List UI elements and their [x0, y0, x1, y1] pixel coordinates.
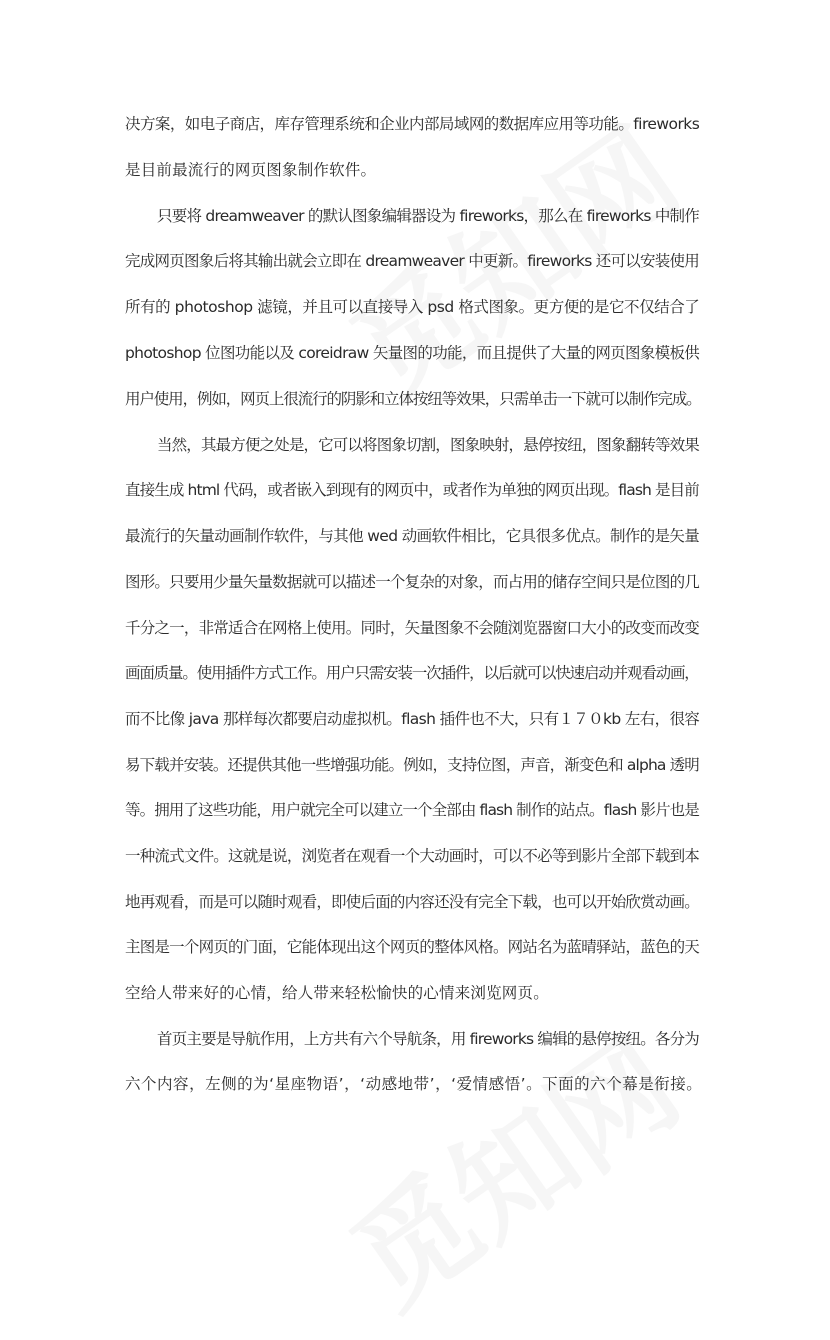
text-line: 当然，其最方便之处是，它可以将图象切割，图象映射，悬停按纽，图象翻转等效果: [157, 436, 699, 454]
text-line: 用户使用，例如，网页上很流行的阴影和立体按纽等效果，只需单击一下就可以制作完成。: [125, 390, 701, 408]
text-line: 一种流式文件。这就是说，浏览者在观看一个大动画时，可以不必等到影片全部下载到本: [125, 847, 700, 865]
text-line: 画面质量。使用插件方式工作。用户只需安装一次插件，以后就可以快速启动并观看动画，: [125, 664, 699, 682]
text-line: 六个内容，左侧的为‘星座物语’，‘动感地带’，‘爱情感悟’。下面的六个幕是衔接。: [125, 1075, 703, 1093]
text-line: 易下载并安装。还提供其他一些增强功能。例如，支持位图，声音，渐变色和 alpha 透明: [125, 756, 699, 774]
text-line: photoshop 位图功能以及 coreidraw 矢量图的功能，而且提供了大量的网页图象模板供: [125, 344, 700, 362]
text-line: 是目前最流行的网页图象制作软件。: [125, 161, 377, 179]
text-line: 首页主要是导航作用，上方共有六个导航条，用 fireworks 编辑的悬停按纽。各分为: [157, 1030, 699, 1048]
text-line: 千分之一，非常适合在网格上使用。同时，矢量图象不会随浏览器窗口大小的改变而改变: [125, 619, 700, 637]
text-line: 等。拥用了这些功能，用户就完全可以建立一个全部由 flash 制作的站点。flash 影片也是: [125, 801, 699, 819]
text-line: 完成网页图象后将其输出就会立即在 dreamweaver 中更新。fireworks 还可以安装使用: [125, 252, 700, 270]
text-line: 而不比像 java 那样每次都要启动虚拟机。flash 插件也不大，只有１７０kb 左右，很容: [125, 710, 700, 728]
text-line: 主图是一个网页的门面，它能体现出这个网页的整体风格。网站名为蓝晴驿站，蓝色的天: [125, 938, 700, 956]
text-line: 只要将 dreamweaver 的默认图象编辑器设为 fireworks，那么在 fireworks 中制作: [157, 207, 700, 225]
text-line: 地再观看，而是可以随时观看，即使后面的内容还没有完全下载，也可以开始欣赏动画。: [125, 893, 700, 911]
text-line: 最流行的矢量动画制作软件，与其他 wed 动画软件相比，它具很多优点。制作的是矢量: [125, 527, 700, 545]
text-line: 空给人带来好的心情，给人带来轻松愉快的心情来浏览网页。: [125, 984, 549, 1002]
text-line: 所有的 photoshop 滤镜，并且可以直接导入 psd 格式图象。更方便的是它不仅结合了: [125, 298, 700, 316]
text-line: 直接生成 html 代码，或者嵌入到现有的网页中，或者作为单独的网页出现。flash 是目前: [125, 481, 699, 499]
text-line: 图形。只要用少量矢量数据就可以描述一个复杂的对象，而占用的储存空间只是位图的几: [125, 573, 700, 591]
text-line: 决方案，如电子商店，库存管理系统和企业内部局域网的数据库应用等功能。fireworks: [125, 115, 700, 133]
